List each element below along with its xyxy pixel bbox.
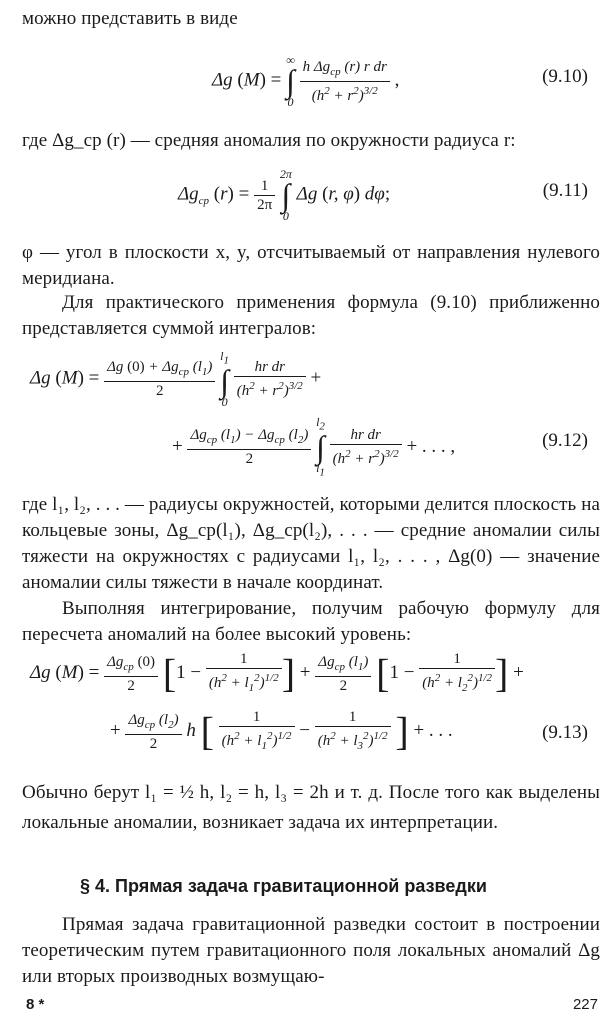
equation-number: (9.11): [542, 180, 588, 201]
eq11-explanation-text: φ — угол в плоскости x, y, отсчитываемый от направления нулевого меридиана.: [22, 242, 600, 289]
practical-paragraph: [22, 290, 600, 342]
integration-paragraph: [22, 596, 600, 648]
eq13-explanation: [22, 778, 600, 838]
equation-number: (9.13): [542, 722, 588, 743]
intro-line: [22, 6, 600, 32]
equation-number: (9.12): [542, 430, 588, 451]
eq10-explanation: [22, 128, 600, 154]
page-number: 227: [572, 996, 598, 1013]
equation-9-13-line-1: Δg (M) = $\frac{\Delta g_{ср} (0)}{2}$ [1 − $\frac{1}{(h^2 + l_1^2)^{1/2}}$ ] + $\frac{\Delta g_{ср} (l_1)}{2}$ [1 − $\frac{1}{(h^2 + l_2^2)^{1/2}}$ ] +: [30, 650, 524, 696]
intro-text: можно представить в виде: [22, 8, 238, 29]
eq11-explanation: [22, 240, 600, 292]
equation-9-12-line-1: Δg (M) = $\frac{\Delta g (0) + \Delta g_{ср} (l_1)}{2}$ $l_1$ ∫ 0 $\frac{\text{hr dr}}{(h^2 + r^2)^{3/2}}$ +: [30, 349, 322, 410]
equation-9-11: $\Delta g_{ср}$ (r) = $\frac{1}{2\pi}$ 2π ∫ 0 Δg (r, φ) dφ; (9.11): [178, 167, 588, 223]
eq13-explanation-text: Обычно берут l₁ = ½ h, l₂ = h, l₃ = 2h и т. д. После того как выделены локальные аномалии, возникает задача их интерпретации.: [22, 782, 600, 833]
equation-9-13-line-2: + $\frac{\Delta g_{ср} (l_2)}{2}$ h [ $\frac{1}{(h^2 + l_1^2)^{1/2}}$ − $\frac{1}{(h^2 + l_3^2)^{1/2}}$ ] + . . . (9.13): [110, 708, 588, 754]
eq10-explanation-text: где Δg_ср (r) — средняя аномалия по окружности радиуса r:: [22, 130, 516, 151]
section-heading: § 4. Прямая задача гравитационной разведки: [80, 876, 487, 896]
direct-problem-paragraph: [22, 912, 600, 990]
direct-problem-paragraph-text: Прямая задача гравитационной разведки состоит в построении теоретическим путем гравитационного поля локальных аномалий Δg или вторых производных возмущаю-: [22, 914, 600, 987]
eq12-explanation: [22, 492, 600, 596]
eq12-explanation-text: где l₁, l₂, . . . — радиусы окружностей, которыми делится плоскость на кольцевые зоны, Δg_ср(l₁), Δg_ср(l₂), . . . — средние аномалии силы тяжести на окружностях с радиусами l₁, l₂, . . . , Δg(0) — значение аномалии силы тяжести в начале координат.: [22, 494, 600, 593]
signature-mark: 8 *: [26, 996, 45, 1013]
equation-9-10: Δg (M) = ∞ ∫ 0 $\frac{h \Delta g_{ср} (r) r dr}{(h^2 + r^2)^{3/2}}$ , (9.10): [212, 53, 588, 109]
equation-number: (9.10): [542, 66, 588, 87]
integration-paragraph-text: Выполняя интегрирование, получим рабочую формулу для пересчета аномалий на более высокий уровень:: [22, 598, 600, 645]
equation-9-12-line-2: + $\frac{\Delta g_{ср} (l_1) - \Delta g_{ср} (l_2)}{2}$ $l_2$ ∫ $l_1$ $\frac{\text{hr dr}}{(h^2 + r^2)^{3/2}}$ + . . . , (9.12): [172, 415, 588, 479]
practical-paragraph-text: Для практического применения формула (9.10) приближенно представляется суммой интегралов:: [22, 292, 600, 339]
